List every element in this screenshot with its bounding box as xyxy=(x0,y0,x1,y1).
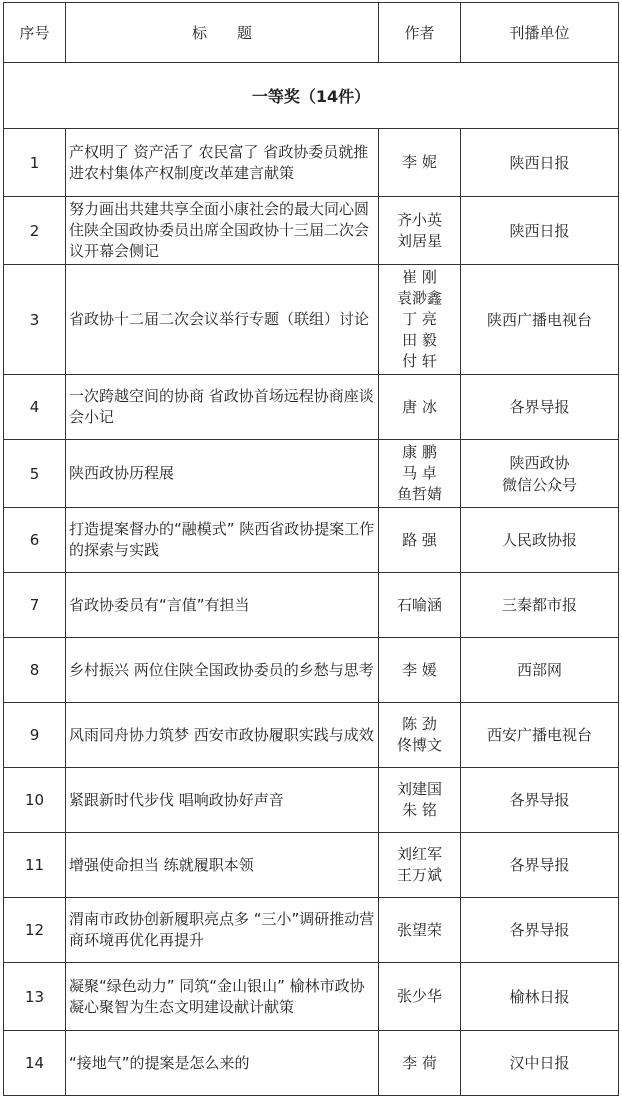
row-unit xyxy=(461,768,619,833)
row-authors xyxy=(379,898,461,963)
unit-name: 榆林日报 xyxy=(509,987,570,1006)
section-title: 一等奖（14件） xyxy=(4,63,619,129)
unit-name: 人民政协报 xyxy=(501,531,577,549)
row-unit xyxy=(461,833,619,898)
row-unit xyxy=(461,1031,619,1096)
row-title: 增强使命担当 练就履职本领 xyxy=(66,833,379,898)
unit-name: 各界导报 xyxy=(509,398,570,416)
row-authors xyxy=(379,703,461,768)
author-name: 刘建国 xyxy=(396,780,442,798)
author-name: 张少华 xyxy=(396,987,442,1005)
row-seq: 13 xyxy=(4,963,66,1031)
row-seq: 14 xyxy=(4,1031,66,1096)
author-name: 刘红军 xyxy=(396,845,442,863)
row-seq: 5 xyxy=(4,440,66,508)
row-seq: 10 xyxy=(4,768,66,833)
row-seq: 4 xyxy=(4,375,66,440)
award-table xyxy=(3,2,619,1096)
table-row xyxy=(4,375,619,440)
row-unit xyxy=(461,375,619,440)
award-table-container xyxy=(3,2,619,1096)
row-authors xyxy=(379,197,461,265)
row-seq: 6 xyxy=(4,508,66,573)
table-row xyxy=(4,573,619,638)
table-row xyxy=(4,703,619,768)
row-unit xyxy=(461,197,619,265)
row-unit xyxy=(461,898,619,963)
row-unit xyxy=(461,440,619,508)
table-row xyxy=(4,440,619,508)
row-seq: 2 xyxy=(4,197,66,265)
row-title: 凝聚“绿色动力” 同筑“金山银山” 榆林市政协凝心聚智为生态文明建设献计献策 xyxy=(66,963,379,1031)
author-name: 路 强 xyxy=(402,530,437,549)
row-authors xyxy=(379,833,461,898)
table-row xyxy=(4,129,619,197)
row-title: 打造提案督办的“融模式” 陕西省政协提案工作的探索与实践 xyxy=(66,508,379,573)
row-title: 渭南市政协创新履职亮点多 “三小”调研推动营商环境再优化再提升 xyxy=(66,898,379,963)
author-name: 王万斌 xyxy=(396,866,442,884)
row-seq: 11 xyxy=(4,833,66,898)
author-name: 刘居星 xyxy=(396,231,442,250)
unit-name: 各界导报 xyxy=(509,856,570,874)
row-seq: 12 xyxy=(4,898,66,963)
unit-name: 陕西广播电视台 xyxy=(486,310,592,329)
unit-name: 各界导报 xyxy=(509,921,570,939)
row-authors xyxy=(379,375,461,440)
row-authors xyxy=(379,440,461,508)
header-author: 作者 xyxy=(379,3,461,63)
unit-name: 陕西日报 xyxy=(509,221,570,240)
unit-name: 各界导报 xyxy=(509,791,570,809)
table-row xyxy=(4,768,619,833)
author-name: 齐小英 xyxy=(396,210,442,229)
table-row xyxy=(4,638,619,703)
row-authors xyxy=(379,1031,461,1096)
table-row xyxy=(4,508,619,573)
row-unit xyxy=(461,508,619,573)
row-unit xyxy=(461,963,619,1031)
author-name: 张望荣 xyxy=(396,920,442,939)
author-name: 朱 铭 xyxy=(402,801,437,819)
unit-name: 汉中日报 xyxy=(509,1054,570,1072)
author-name: 唐 冰 xyxy=(402,397,437,416)
row-unit xyxy=(461,265,619,375)
author-name: 李 媛 xyxy=(402,660,437,679)
row-title: 省政协委员有“言值”有担当 xyxy=(66,573,379,638)
author-name: 陈 劲 xyxy=(402,715,437,733)
table-row xyxy=(4,963,619,1031)
author-name: 马 卓 xyxy=(402,464,437,482)
table-row xyxy=(4,833,619,898)
table-row xyxy=(4,898,619,963)
header-unit: 刊播单位 xyxy=(461,3,619,63)
section-row xyxy=(4,63,619,129)
row-title: 产权明了 资产活了 农民富了 省政协委员就推进农村集体产权制度改革建言献策 xyxy=(66,129,379,197)
row-title: 努力画出共建共享全面小康社会的最大同心圆 住陕全国政协委员出席全国政协十三届二次会议开幕会侧记 xyxy=(66,197,379,265)
row-authors xyxy=(379,963,461,1031)
row-title: 陕西政协历程展 xyxy=(66,440,379,508)
row-title: “接地气”的提案是怎么来的 xyxy=(66,1031,379,1096)
row-unit xyxy=(461,703,619,768)
author-name: 石喻涵 xyxy=(396,595,442,614)
table-row xyxy=(4,265,619,375)
author-name: 康 鹏 xyxy=(402,443,437,461)
header-row xyxy=(4,3,619,63)
author-name: 鱼哲婧 xyxy=(396,485,442,503)
author-name: 李 荷 xyxy=(402,1053,437,1072)
unit-name: 西部网 xyxy=(516,661,562,679)
row-seq: 8 xyxy=(4,638,66,703)
row-authors xyxy=(379,768,461,833)
unit-name: 微信公众号 xyxy=(501,475,577,494)
table-row xyxy=(4,1031,619,1096)
row-unit xyxy=(461,573,619,638)
author-name: 丁 亮 xyxy=(402,310,437,328)
unit-name: 陕西政协 xyxy=(509,453,570,472)
row-seq: 1 xyxy=(4,129,66,197)
row-seq: 9 xyxy=(4,703,66,768)
row-authors xyxy=(379,508,461,573)
row-title: 省政协十二届二次会议举行专题（联组）讨论 xyxy=(66,265,379,375)
row-title: 风雨同舟协力筑梦 西安市政协履职实践与成效 xyxy=(66,703,379,768)
author-name: 佟博文 xyxy=(396,736,442,754)
row-authors xyxy=(379,265,461,375)
row-title: 紧跟新时代步伐 唱响政协好声音 xyxy=(66,768,379,833)
author-name: 付 轩 xyxy=(402,352,437,370)
row-authors xyxy=(379,638,461,703)
row-title: 一次跨越空间的协商 省政协首场远程协商座谈会小记 xyxy=(66,375,379,440)
row-authors xyxy=(379,573,461,638)
header-seq: 序号 xyxy=(4,3,66,63)
row-authors xyxy=(379,129,461,197)
unit-name: 西安广播电视台 xyxy=(486,726,592,744)
row-title: 乡村振兴 两位住陕全国政协委员的乡愁与思考 xyxy=(66,638,379,703)
row-seq: 3 xyxy=(4,265,66,375)
author-name: 崔 刚 xyxy=(402,268,437,286)
row-unit xyxy=(461,129,619,197)
unit-name: 三秦都市报 xyxy=(501,596,577,614)
author-name: 田 毅 xyxy=(402,331,437,349)
author-name: 李 妮 xyxy=(402,153,437,171)
author-name: 袁渺鑫 xyxy=(396,289,442,307)
unit-name: 陕西日报 xyxy=(509,153,570,172)
header-title: 标 题 xyxy=(66,3,379,63)
table-row xyxy=(4,197,619,265)
row-seq: 7 xyxy=(4,573,66,638)
row-unit xyxy=(461,638,619,703)
